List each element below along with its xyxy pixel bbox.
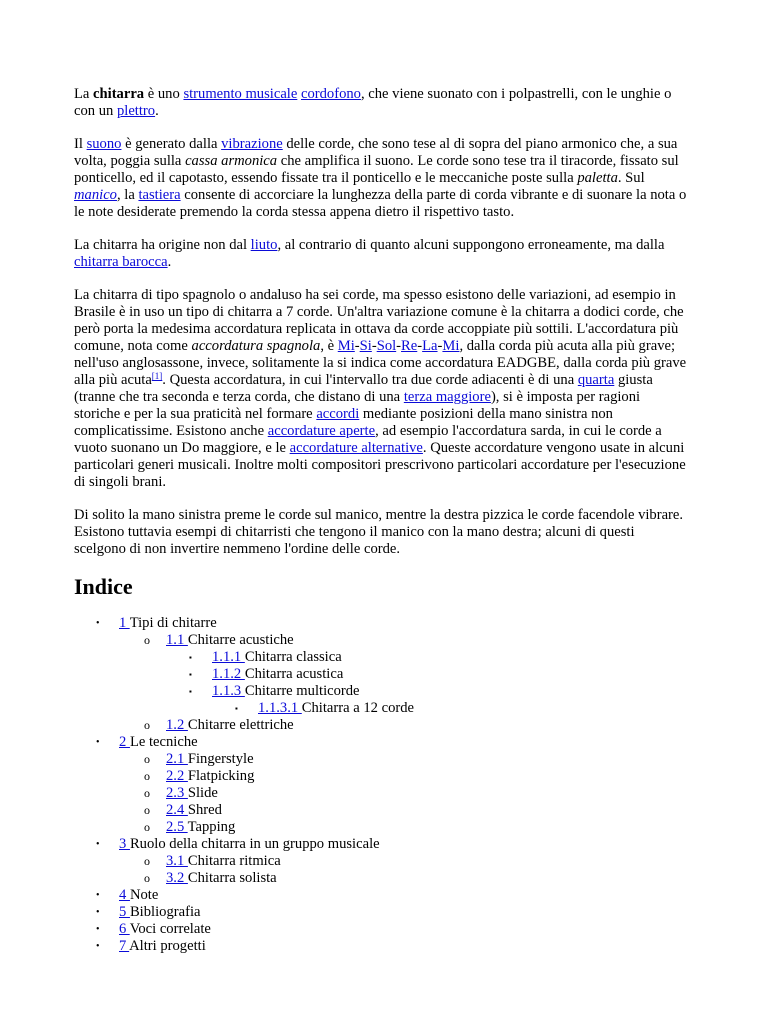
toc-item xyxy=(74,615,688,632)
bullet-icon: o xyxy=(144,871,150,885)
bullet-icon: o xyxy=(144,769,150,783)
bullet-icon: • xyxy=(96,907,100,918)
toc-item xyxy=(74,870,688,887)
toc-label: Note xyxy=(129,887,159,903)
bullet-icon: o xyxy=(144,752,150,766)
bullet-icon: o xyxy=(144,718,150,732)
text: . xyxy=(155,103,159,119)
link-plettro[interactable]: plettro xyxy=(116,103,156,119)
text: , dalla corda più acuta alla più grave; nell'uso anglosassone, invece, solitamente la si indica come accordatura EADGBE, dalla corda più grave alla più acuta xyxy=(74,338,687,388)
toc-link[interactable]: 2.3 xyxy=(166,785,188,801)
text: delle corde, che sono tese al di sopra del piano armonico che, a sua volta, poggia sulla xyxy=(74,136,678,169)
toc-item xyxy=(74,819,688,836)
toc-item xyxy=(74,683,688,700)
text: . Queste accordature vengono usate in alcuni particolari generi musicali. Inoltre molti compositori prescrivono particolari accordature per l'esecuzione di singoli brani. xyxy=(74,440,686,490)
link-accordature-aperte[interactable]: accordature aperte xyxy=(267,423,376,439)
reference-link[interactable]: [1] xyxy=(151,371,163,381)
link-manico[interactable]: manico xyxy=(74,187,117,203)
toc-item xyxy=(74,768,688,785)
link-accordi[interactable]: accordi xyxy=(316,406,360,422)
link-accordature-alternative[interactable]: accordature alternative xyxy=(289,440,423,456)
bullet-icon: o xyxy=(144,633,150,647)
toc-label: Chitarre acustiche xyxy=(187,632,294,648)
text: Di solito la mano sinistra preme le corde sul manico, mentre la destra pizzica le corde facendole vibrare. Esistono tuttavia esempi di chitarristi che tengono il manico con la mano destra; alcuni di questi scelgono di non invertire nemmeno l'ordine delle corde. xyxy=(74,507,684,557)
text: consente di accorciare la lunghezza della parte di corda vibrante e di suonare la nota o le note desiderate premendo la corda stessa appena dietro il rispettivo tasto. xyxy=(74,187,687,220)
link-terza-maggiore[interactable]: terza maggiore xyxy=(403,389,491,405)
toc-link[interactable]: 2.1 xyxy=(166,751,188,767)
bold-term: chitarra xyxy=(93,86,145,102)
intro-paragraph xyxy=(74,86,688,120)
bullet-icon: • xyxy=(96,941,100,952)
italic-term: accordatura spagnola xyxy=(191,338,321,354)
bullet-icon: • xyxy=(96,924,100,935)
text: . xyxy=(167,254,172,270)
toc-item xyxy=(74,904,688,921)
toc-link[interactable]: 1.1 xyxy=(166,632,188,648)
toc-item xyxy=(74,921,688,938)
text: ), si è imposta per ragioni storiche e per la sua praticità nel formare xyxy=(74,389,641,422)
toc-link[interactable]: 2.2 xyxy=(166,768,188,784)
dash: - xyxy=(437,338,443,354)
text: La chitarra ha origine non dal xyxy=(74,237,251,253)
link-note-re[interactable]: Re xyxy=(401,338,418,354)
text: , è xyxy=(320,338,338,354)
text: è uno xyxy=(144,86,184,102)
text: giusta (tranne che tra seconda e terza corda, che distano di una xyxy=(74,372,653,405)
origin-paragraph xyxy=(74,237,688,271)
toc-label: Slide xyxy=(187,785,218,801)
toc-item xyxy=(74,751,688,768)
bullet-icon: • xyxy=(96,737,100,748)
italic-term: cassa armonica xyxy=(185,153,278,169)
text: , la xyxy=(116,187,139,203)
toc-title: Indice xyxy=(74,574,133,599)
toc-link[interactable]: 7 xyxy=(119,938,130,954)
toc-label: Tipi di chitarre xyxy=(129,615,217,631)
bullet-icon: ▪ xyxy=(235,704,238,713)
dash: - xyxy=(354,338,360,354)
toc-item xyxy=(74,802,688,819)
toc-link[interactable]: 3.1 xyxy=(166,853,188,869)
hands-paragraph xyxy=(74,507,688,558)
link-quarta[interactable]: quarta xyxy=(577,372,615,388)
toc-label: Chitarra ritmica xyxy=(187,853,281,869)
bullet-icon: ▪ xyxy=(189,670,192,679)
toc-link[interactable]: 1.2 xyxy=(166,717,188,733)
toc-label: Flatpicking xyxy=(187,768,255,784)
text: , al contrario di quanto alcuni suppongono erroneamente, ma dalla xyxy=(277,237,665,253)
table-of-contents xyxy=(74,615,688,955)
toc-link[interactable]: 1.1.1 xyxy=(212,649,245,665)
bullet-icon: • xyxy=(96,618,100,629)
text: Il xyxy=(74,136,87,152)
bullet-icon: • xyxy=(96,839,100,850)
toc-link[interactable]: 3 xyxy=(119,836,130,852)
toc-link[interactable]: 2.5 xyxy=(166,819,188,835)
bullet-icon: o xyxy=(144,854,150,868)
toc-label: Chitarra acustica xyxy=(244,666,344,682)
tuning-paragraph xyxy=(74,287,688,491)
toc-label: Voci correlate xyxy=(129,921,211,937)
text: La chitarra di tipo spagnolo o andaluso ha sei corde, ma spesso esistono delle variazioni, ad esempio in Brasile è in uso un tipo di chitarra a 7 corde. Un'altra variazione comune è la chitarra a dodici corde, che però porta la medesima accordatura replicata in ottava da corde accoppiate più sottili. L'accordatura più comune, nota come xyxy=(74,287,684,354)
link-note-mi[interactable]: Mi xyxy=(337,338,355,354)
link-strumento-musicale[interactable]: strumento musicale xyxy=(183,86,298,102)
bullet-icon: o xyxy=(144,803,150,817)
toc-label: Le tecniche xyxy=(129,734,198,750)
text: che amplifica il suono. Le corde sono tese tra il tiracorde, fissato sul ponticello, ed il capotasto, essendo fissate tra il ponticello e le meccaniche poste sulla xyxy=(74,153,679,186)
text: . Sul xyxy=(617,170,645,186)
toc-link[interactable]: 1.1.3.1 xyxy=(258,700,302,716)
toc-link[interactable]: 6 xyxy=(119,921,130,937)
toc-link[interactable]: 3.2 xyxy=(166,870,188,886)
bullet-icon: o xyxy=(144,820,150,834)
text: . Questa accordatura, in cui l'intervallo tra due corde adiacenti è di una xyxy=(162,372,578,388)
link-tastiera[interactable]: tastiera xyxy=(138,187,181,203)
toc-item xyxy=(74,938,688,955)
toc-item xyxy=(74,836,688,853)
toc-label: Chitarra a 12 corde xyxy=(301,700,415,716)
dash: - xyxy=(371,338,377,354)
toc-label: Bibliografia xyxy=(129,904,201,920)
bullet-icon: ▪ xyxy=(189,687,192,696)
toc-item xyxy=(74,666,688,683)
toc-label: Shred xyxy=(187,802,222,818)
toc-label: Altri progetti xyxy=(129,938,206,954)
toc-item xyxy=(74,700,688,717)
sound-paragraph xyxy=(74,136,688,221)
toc-link[interactable]: 2 xyxy=(119,734,130,750)
toc-link[interactable]: 1.1.3 xyxy=(212,683,245,699)
toc-link[interactable]: 4 xyxy=(119,887,130,903)
toc-item xyxy=(74,734,688,751)
toc-item xyxy=(74,632,688,649)
link-suono[interactable]: suono xyxy=(86,136,122,152)
italic-term: paletta xyxy=(577,170,618,186)
dash: - xyxy=(417,338,423,354)
link-cordofono[interactable]: cordofono xyxy=(300,86,361,102)
toc-link[interactable]: 1 xyxy=(119,615,130,631)
text: mediante posizioni della mano sinistra non complicatissime. Esistono anche xyxy=(74,406,613,439)
link-note-si[interactable]: Si xyxy=(359,338,372,354)
link-note-la[interactable]: La xyxy=(422,338,438,354)
toc-item xyxy=(74,785,688,802)
toc-link[interactable]: 1.1.2 xyxy=(212,666,245,682)
toc-label: Tapping xyxy=(187,819,236,835)
toc-label: Chitarra classica xyxy=(244,649,342,665)
toc-item xyxy=(74,887,688,904)
toc-label: Chitarre elettriche xyxy=(187,717,294,733)
dash: - xyxy=(396,338,402,354)
link-note-sol[interactable]: Sol xyxy=(376,338,397,354)
toc-label: Chitarra solista xyxy=(187,870,277,886)
toc-link[interactable]: 2.4 xyxy=(166,802,188,818)
bullet-icon: o xyxy=(144,786,150,800)
toc-item xyxy=(74,853,688,870)
toc-item xyxy=(74,717,688,734)
bullet-icon: • xyxy=(96,890,100,901)
link-note-mi-2[interactable]: Mi xyxy=(442,338,460,354)
toc-link[interactable]: 5 xyxy=(119,904,130,920)
article-content xyxy=(74,86,688,955)
link-chitarra-barocca[interactable]: chitarra barocca xyxy=(74,254,168,270)
text: , ad esempio l'accordatura sarda, in cui le corde a vuoto suonano un Do maggiore, e le xyxy=(74,423,662,456)
toc-label: Chitarre multicorde xyxy=(244,683,360,699)
link-vibrazione[interactable]: vibrazione xyxy=(221,136,283,152)
link-liuto[interactable]: liuto xyxy=(250,237,278,253)
toc-label: Ruolo della chitarra in un gruppo musicale xyxy=(129,836,380,852)
text: , che viene suonato con i polpastrelli, con le unghie o con un xyxy=(74,86,672,119)
toc-label: Fingerstyle xyxy=(187,751,254,767)
bullet-icon: ▪ xyxy=(189,653,192,662)
text: è generato dalla xyxy=(121,136,222,152)
toc-item xyxy=(74,649,688,666)
text: La xyxy=(74,86,94,102)
